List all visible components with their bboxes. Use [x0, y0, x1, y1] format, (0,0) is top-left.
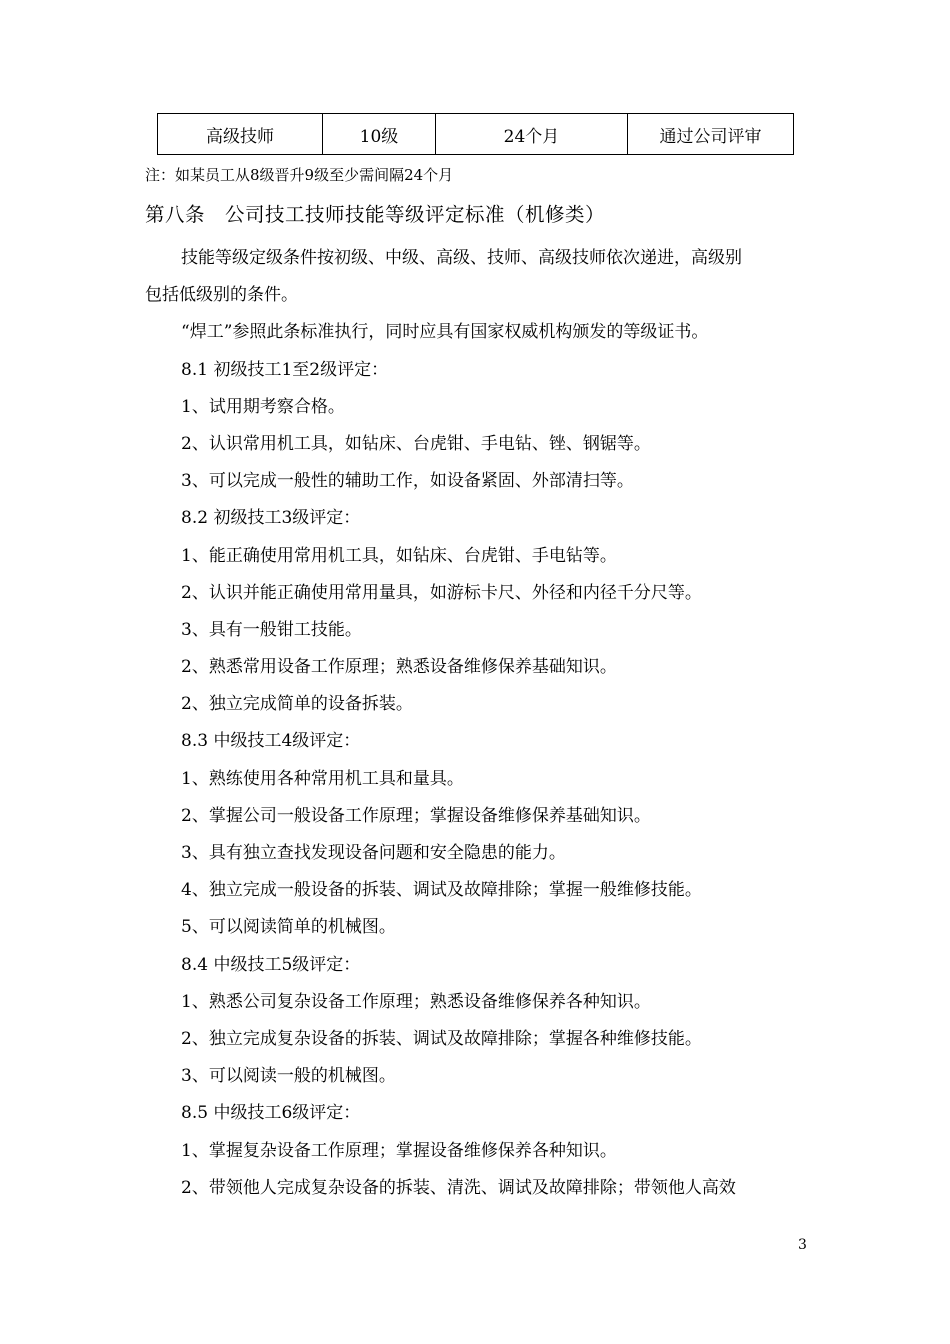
table-cell-interval: 24个月 — [436, 114, 628, 155]
table-cell-level-name: 高级技师 — [158, 114, 323, 155]
table-row — [158, 114, 794, 155]
article-number: 第八条 — [145, 203, 206, 226]
list-item: 2、独立完成复杂设备的拆装、调试及故障排除；掌握各种维修技能。 — [181, 1028, 702, 1049]
article-heading — [145, 199, 605, 227]
section-title: 8.1 初级技工1至2级评定： — [181, 359, 389, 380]
paragraph-line: 技能等级定级条件按初级、中级、高级、技师、高级技师依次递进，高级别 — [181, 248, 742, 268]
section-title: 8.2 初级技工3级评定： — [181, 508, 361, 529]
list-item: 1、试用期考察合格。 — [181, 396, 345, 417]
list-item: 2、熟悉常用设备工作原理；熟悉设备维修保养基础知识。 — [181, 657, 617, 678]
paragraph-line: 包括低级别的条件。 — [145, 285, 298, 306]
table-note: 注：如某员工从8级晋升9级至少需间隔24个月 — [145, 166, 454, 184]
list-item: 2、认识常用机工具，如钻床、台虎钳、手电钻、锉、钢锯等。 — [181, 433, 651, 454]
list-item: 2、带领他人完成复杂设备的拆装、清洗、调试及故障排除；带领他人高效 — [181, 1177, 736, 1198]
list-item: 3、可以完成一般性的辅助工作，如设备紧固、外部清扫等。 — [181, 471, 634, 492]
grade-table — [157, 113, 794, 155]
list-item: 1、熟悉公司复杂设备工作原理；熟悉设备维修保养各种知识。 — [181, 991, 651, 1012]
list-item: 2、认识并能正确使用常用量具，如游标卡尺、外径和内径千分尺等。 — [181, 582, 702, 603]
article-title: 公司技工技师技能等级评定标准（机修类） — [225, 203, 606, 226]
table-cell-condition: 通过公司评审 — [628, 114, 794, 155]
section-title: 8.3 中级技工4级评定： — [181, 731, 361, 752]
page-number: 3 — [798, 1237, 807, 1253]
list-item: 1、掌握复杂设备工作原理；掌握设备维修保养各种知识。 — [181, 1140, 617, 1161]
list-item: 2、独立完成简单的设备拆装。 — [181, 694, 413, 715]
table-cell-grade: 10级 — [323, 114, 436, 155]
list-item: 3、可以阅读一般的机械图。 — [181, 1066, 396, 1087]
paragraph-line: “焊工”参照此条标准执行，同时应具有国家权威机构颁发的等级证书。 — [181, 322, 709, 343]
article-body — [145, 240, 815, 1207]
list-item: 5、可以阅读简单的机械图。 — [181, 917, 396, 938]
list-item: 2、掌握公司一般设备工作原理；掌握设备维修保养基础知识。 — [181, 805, 651, 826]
list-item: 3、具有一般钳工技能。 — [181, 619, 362, 640]
section-title: 8.4 中级技工5级评定： — [181, 954, 361, 975]
list-item: 3、具有独立查找发现设备问题和安全隐患的能力。 — [181, 843, 566, 863]
list-item: 4、独立完成一般设备的拆装、调试及故障排除；掌握一般维修技能。 — [181, 880, 702, 901]
list-item: 1、能正确使用常用机工具，如钻床、台虎钳、手电钻等。 — [181, 545, 617, 566]
list-item: 1、熟练使用各种常用机工具和量具。 — [181, 768, 464, 789]
section-title: 8.5 中级技工6级评定： — [181, 1103, 361, 1124]
